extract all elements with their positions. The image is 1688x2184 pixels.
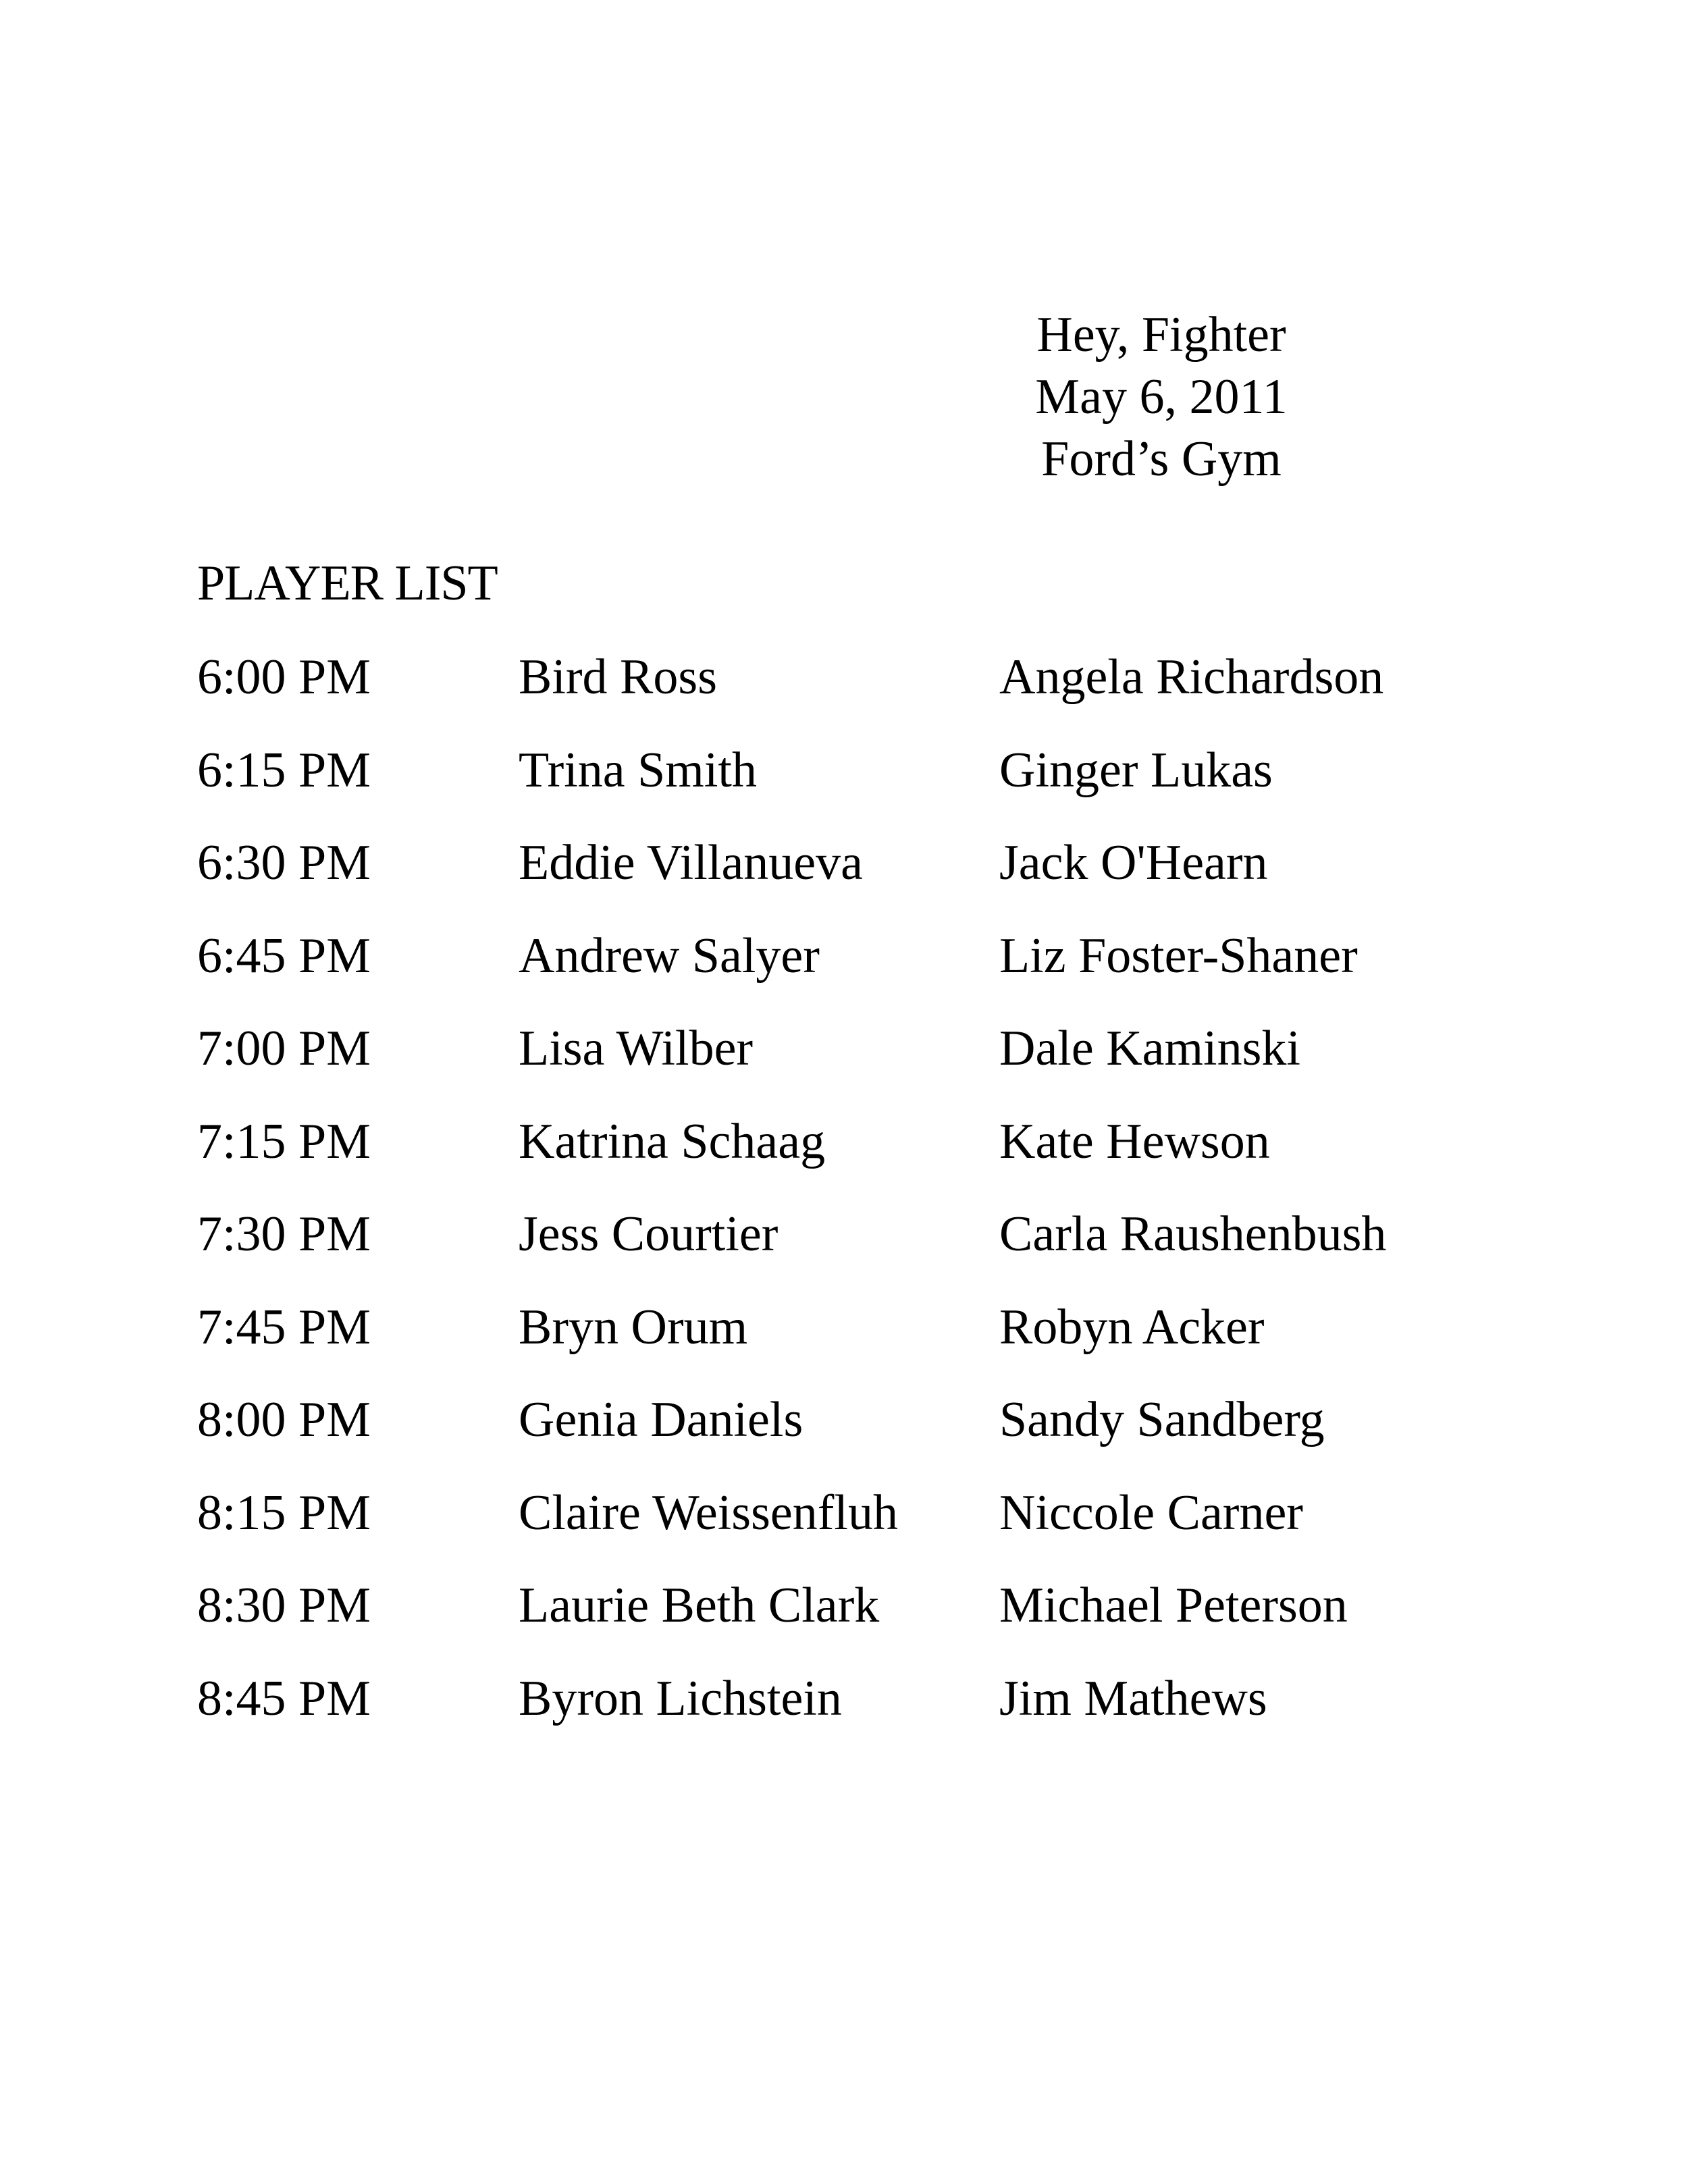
player-one: Andrew Salyer: [519, 928, 820, 984]
time-slot: 8:45 PM: [197, 1670, 371, 1726]
player-one: Laurie Beth Clark: [519, 1578, 880, 1633]
time-slot: 6:15 PM: [197, 742, 371, 798]
player-two: Michael Peterson: [999, 1578, 1348, 1633]
schedule-row: [197, 832, 1548, 925]
player-one: Katrina Schaag: [519, 1113, 826, 1169]
event-name: Hey, Fighter: [1036, 307, 1286, 363]
time-slot: 6:45 PM: [197, 928, 371, 984]
event-header: [945, 304, 1377, 490]
schedule-row: [197, 739, 1548, 832]
player-two: Ginger Lukas: [999, 742, 1273, 798]
time-slot: 7:30 PM: [197, 1206, 371, 1262]
player-two: Angela Richardson: [999, 649, 1384, 705]
schedule-row: [197, 1482, 1548, 1575]
player-two: Dale Kaminski: [999, 1021, 1300, 1076]
time-slot: 6:00 PM: [197, 649, 371, 705]
player-one: Bird Ross: [519, 649, 718, 705]
event-date: May 6, 2011: [1035, 369, 1288, 425]
player-one: Jess Courtier: [519, 1206, 779, 1262]
player-one: Claire Weissenfluh: [519, 1485, 898, 1541]
time-slot: 6:30 PM: [197, 835, 371, 890]
schedule-row: [197, 1111, 1548, 1204]
player-two: Carla Raushenbush: [999, 1206, 1387, 1262]
schedule-row: [197, 1389, 1548, 1482]
player-one: Trina Smith: [519, 742, 757, 798]
player-two: Kate Hewson: [999, 1113, 1270, 1169]
player-one: Lisa Wilber: [519, 1021, 754, 1076]
schedule-row: [197, 925, 1548, 1018]
player-list-title: PLAYER LIST: [197, 556, 498, 611]
player-two: Liz Foster-Shaner: [999, 928, 1358, 984]
player-one: Genia Daniels: [519, 1392, 803, 1447]
time-slot: 7:45 PM: [197, 1299, 371, 1355]
schedule-row: [197, 1296, 1548, 1389]
player-two: Niccole Carner: [999, 1485, 1303, 1541]
time-slot: 7:00 PM: [197, 1021, 371, 1076]
player-two: Jack O'Hearn: [999, 835, 1268, 890]
player-two: Jim Mathews: [999, 1670, 1267, 1726]
player-one: Bryn Orum: [519, 1299, 748, 1355]
time-slot: 8:15 PM: [197, 1485, 371, 1541]
player-two: Sandy Sandberg: [999, 1392, 1325, 1447]
schedule-row: [197, 1203, 1548, 1296]
player-two: Robyn Acker: [999, 1299, 1265, 1355]
player-one: Byron Lichstein: [519, 1670, 842, 1726]
time-slot: 8:00 PM: [197, 1392, 371, 1447]
schedule-row: [197, 1017, 1548, 1111]
player-one: Eddie Villanueva: [519, 835, 863, 890]
player-schedule-table: [197, 646, 1548, 1760]
schedule-row: [197, 1574, 1548, 1668]
time-slot: 8:30 PM: [197, 1578, 371, 1633]
time-slot: 7:15 PM: [197, 1113, 371, 1169]
schedule-row: [197, 646, 1548, 739]
event-venue: Ford’s Gym: [1041, 431, 1282, 487]
schedule-row: [197, 1668, 1548, 1761]
